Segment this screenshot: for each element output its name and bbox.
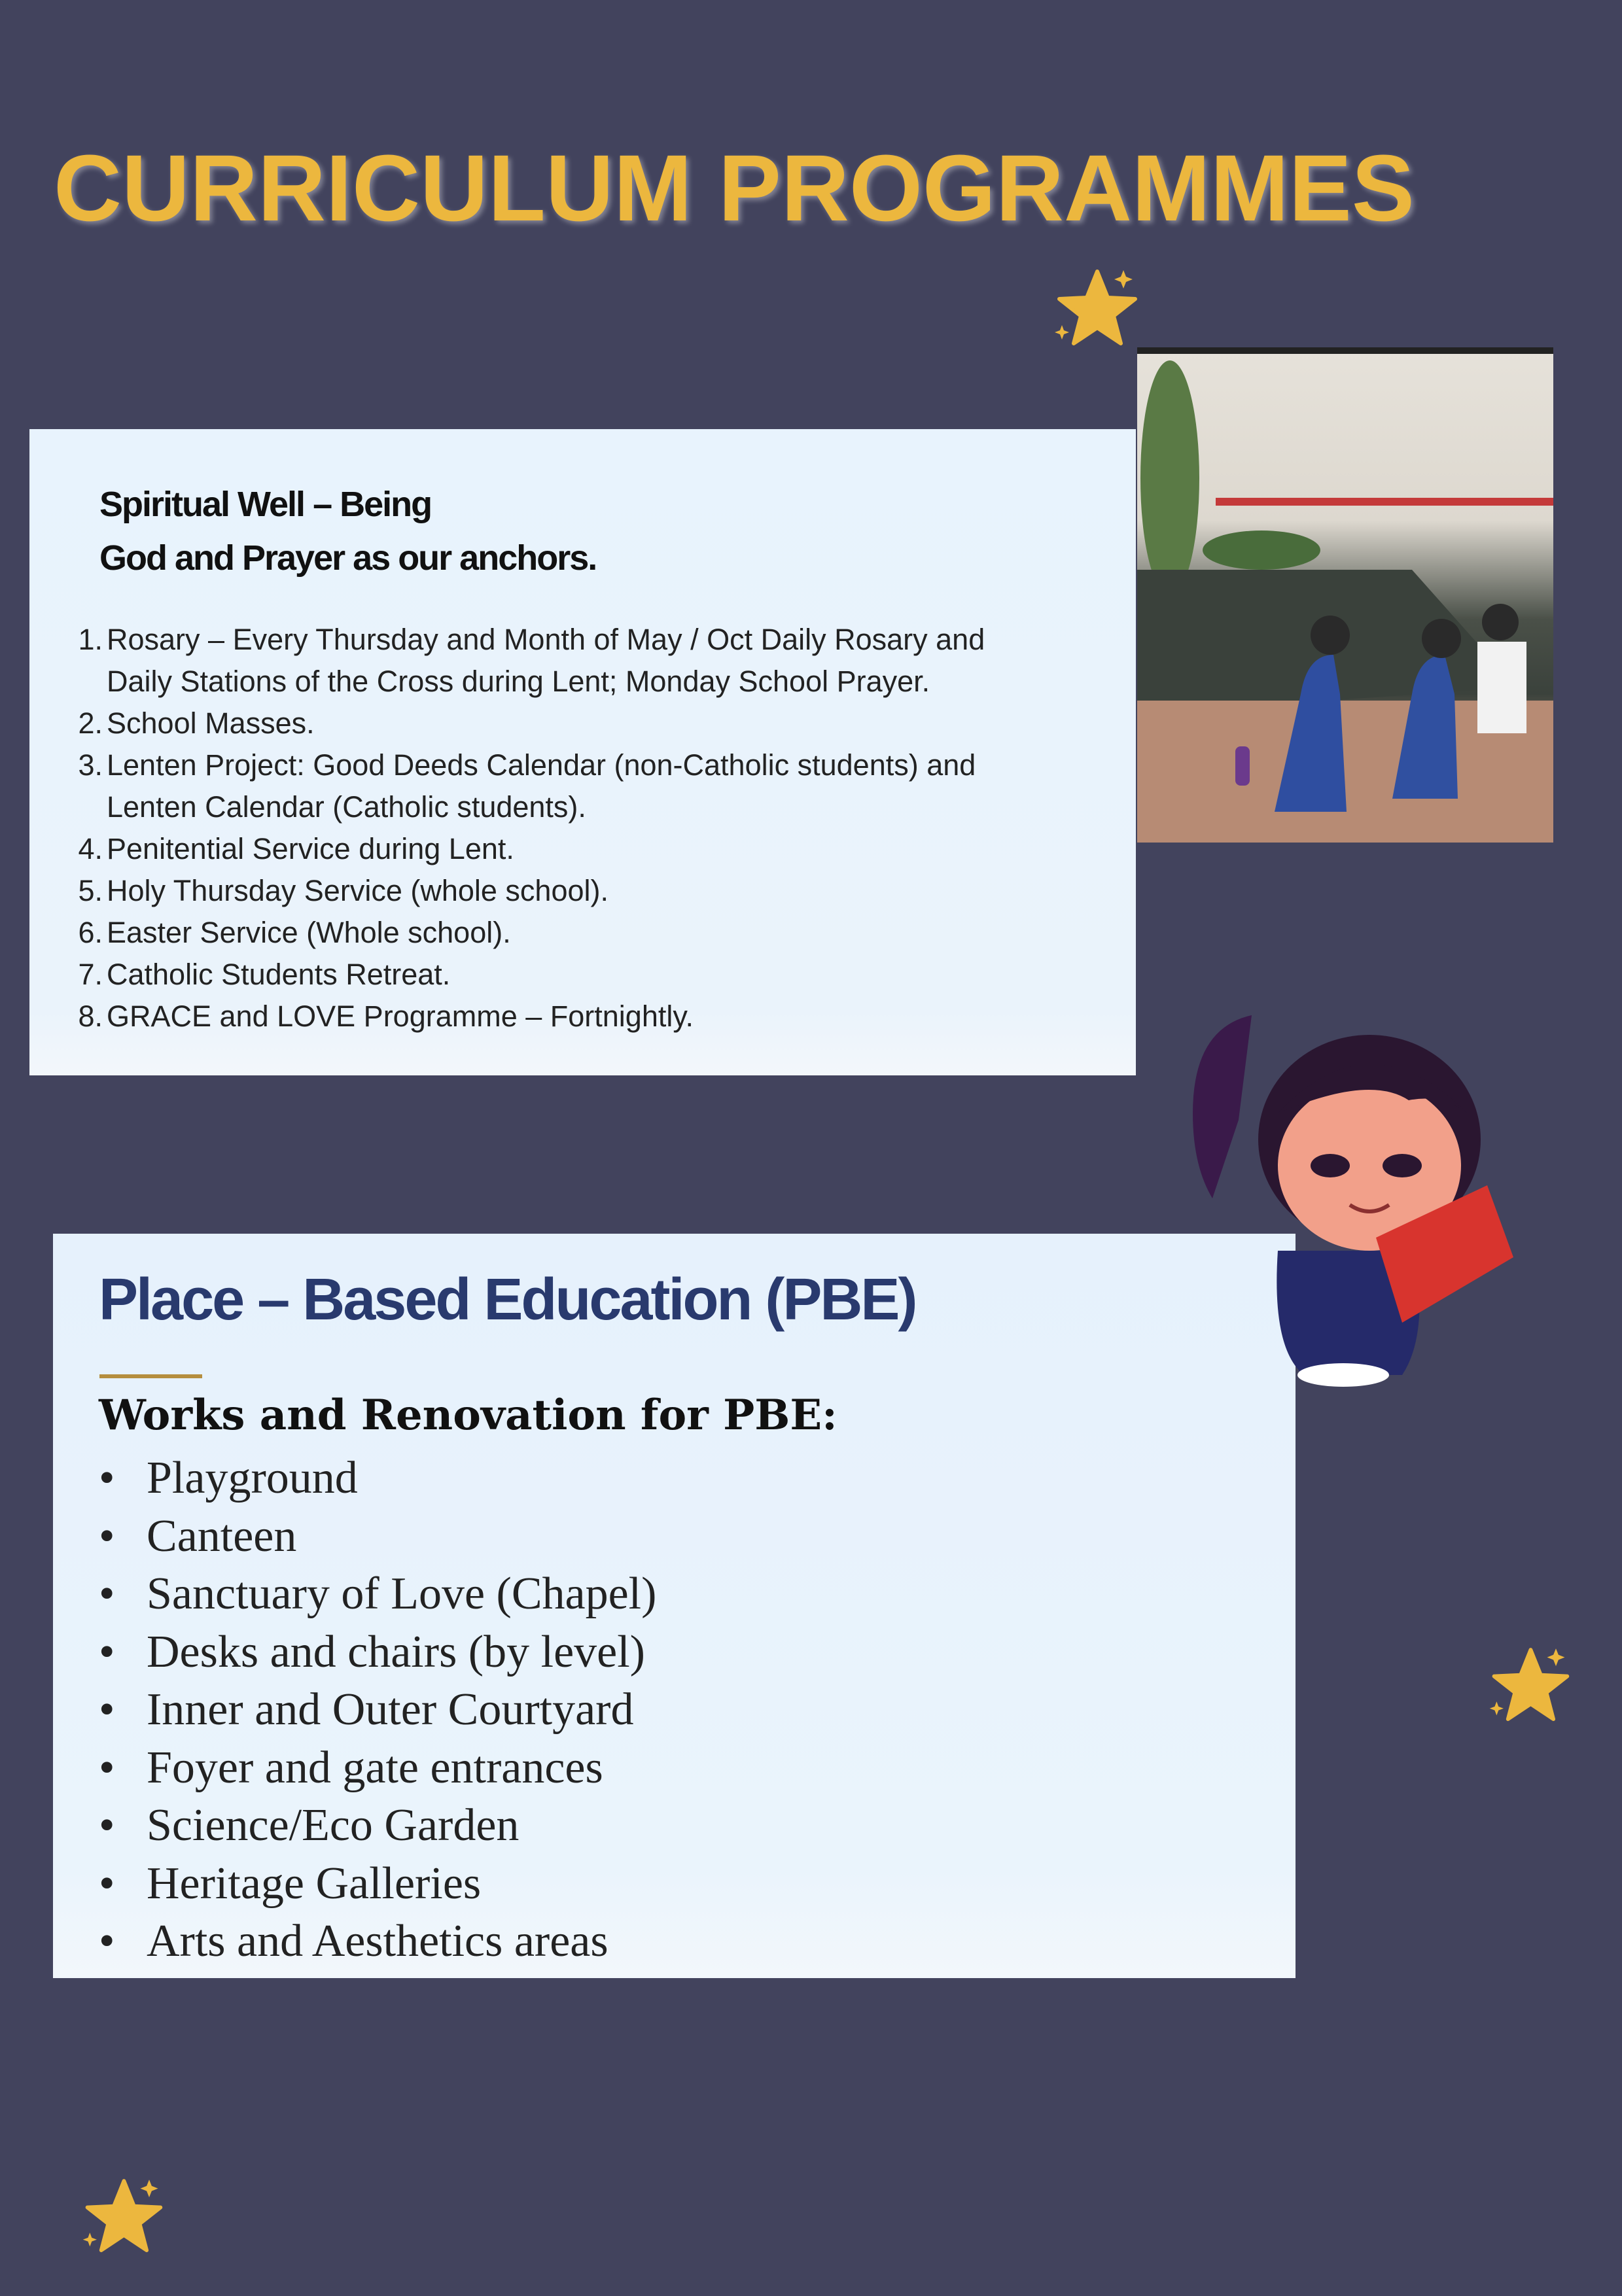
list-item xyxy=(43,996,985,1037)
list-item xyxy=(43,954,985,996)
item-number: 6. xyxy=(78,916,103,949)
item-text: Inner and Outer Courtyard xyxy=(147,1684,634,1735)
item-text: Heritage Galleries xyxy=(147,1858,482,1909)
list-item xyxy=(99,1855,656,1913)
list-item-continuation xyxy=(43,786,985,828)
item-number: 4. xyxy=(78,832,103,865)
list-item xyxy=(99,1739,656,1798)
item-text: Rosary – Every Thursday and Month of May / Oct Daily Rosary and xyxy=(107,623,985,656)
list-item-continuation xyxy=(43,661,985,703)
pbe-card xyxy=(53,1234,1296,1978)
bullet: • xyxy=(99,1510,115,1561)
list-item xyxy=(99,1450,656,1508)
bullet: • xyxy=(99,1569,115,1619)
item-text: Holy Thursday Service (whole school). xyxy=(107,874,608,907)
item-text: Catholic Students Retreat. xyxy=(107,958,451,991)
star-icon xyxy=(79,2173,167,2261)
item-text: Daily Stations of the Cross during Lent; Monday School Prayer. xyxy=(107,665,930,698)
item-number: 2. xyxy=(78,706,103,740)
page-title: CURRICULUM PROGRAMMES xyxy=(54,135,1415,241)
list-item xyxy=(43,870,985,912)
item-text: Lenten Calendar (Catholic students). xyxy=(107,790,586,824)
bullet: • xyxy=(99,1626,115,1677)
item-number: 1. xyxy=(78,623,103,656)
item-text: Playground xyxy=(147,1453,358,1503)
list-item xyxy=(99,1797,656,1855)
list-item xyxy=(99,1624,656,1682)
spiritual-list xyxy=(43,619,985,1037)
bullet: • xyxy=(99,1800,115,1851)
item-text: Penitential Service during Lent. xyxy=(107,832,514,865)
list-item xyxy=(99,1681,656,1739)
item-text: GRACE and LOVE Programme – Fortnightly. xyxy=(107,1000,694,1033)
bullet: • xyxy=(99,1684,115,1735)
item-text: School Masses. xyxy=(107,706,315,740)
item-number: 8. xyxy=(78,1000,103,1033)
spiritual-subheading: God and Prayer as our anchors. xyxy=(99,538,597,578)
pbe-subtitle: Works and Renovation for PBE: xyxy=(99,1391,837,1440)
item-text: Foyer and gate entrances xyxy=(147,1742,603,1793)
bullet: • xyxy=(99,1858,115,1909)
item-number: 5. xyxy=(78,874,103,907)
chapel-photo xyxy=(1137,347,1553,843)
item-text: Arts and Aesthetics areas xyxy=(147,1916,608,1966)
list-item xyxy=(99,1565,656,1624)
item-text: Desks and chairs (by level) xyxy=(147,1626,645,1677)
item-text: Easter Service (Whole school). xyxy=(107,916,511,949)
list-item xyxy=(43,912,985,954)
list-item xyxy=(43,619,985,661)
bullet: • xyxy=(99,1742,115,1793)
star-icon xyxy=(1485,1642,1574,1730)
list-item xyxy=(43,828,985,870)
item-number: 7. xyxy=(78,958,103,991)
list-item xyxy=(99,1913,656,1971)
list-item xyxy=(43,703,985,744)
spiritual-wellbeing-card xyxy=(29,429,1136,1075)
item-text: Lenten Project: Good Deeds Calendar (non-Catholic students) and xyxy=(107,748,976,782)
list-item xyxy=(99,1508,656,1566)
item-number: 3. xyxy=(78,748,103,782)
item-text: Canteen xyxy=(147,1510,297,1561)
girl-reading-illustration xyxy=(1180,989,1520,1388)
bullet: • xyxy=(99,1453,115,1503)
bullet: • xyxy=(99,1916,115,1966)
list-item xyxy=(43,744,985,786)
pbe-list xyxy=(99,1450,656,1971)
item-text: Science/Eco Garden xyxy=(147,1800,520,1851)
pbe-title: Place – Based Education (PBE) xyxy=(99,1267,916,1332)
star-icon xyxy=(1050,265,1142,353)
title-divider xyxy=(99,1374,202,1378)
spiritual-heading: Spiritual Well – Being xyxy=(99,485,432,524)
item-text: Sanctuary of Love (Chapel) xyxy=(147,1569,657,1619)
